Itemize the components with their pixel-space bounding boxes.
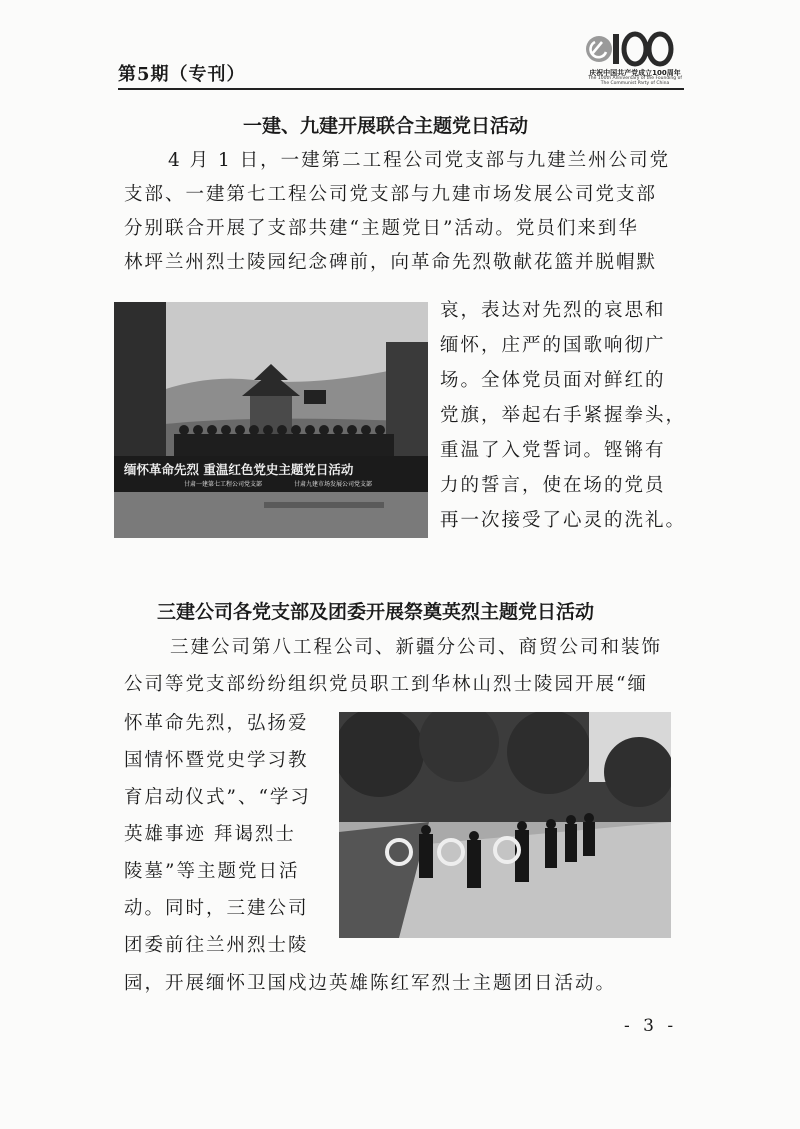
article2-line: 英雄事迹 拜谒烈士 <box>124 824 296 845</box>
article1-line: 支部、一建第七工程公司党支部与九建市场发展公司党支部 <box>124 184 658 205</box>
article2-line: 园，开展缅怀卫国戍边英雄陈红军烈士主题团日活动。 <box>124 973 617 994</box>
header-rule <box>118 88 684 90</box>
article2-line: 动。同时，三建公司 <box>124 898 309 919</box>
photo-banner-sub-right: 甘肃九建市场发展公司党支部 <box>294 481 373 488</box>
cemetery-procession-photo-image <box>339 712 671 938</box>
article1-line: 分别联合开展了支部共建“主题党日”活动。党员们来到华 <box>124 218 639 239</box>
photo-banner-sub-left: 甘肃一建第七工程公司党支部 <box>184 481 263 488</box>
cemetery-procession-photo <box>339 712 671 938</box>
photo-banner-title: 缅怀革命先烈 重温红色党史主题党日活动 <box>124 462 354 477</box>
article1-line: 重温了入党誓词。铿锵有 <box>440 440 666 461</box>
article1-line: 哀，表达对先烈的哀思和 <box>440 300 666 321</box>
logo-caption <box>585 70 685 87</box>
article1-line: 党旗，举起右手紧握拳头， <box>440 405 687 426</box>
article1-line: 林坪兰州烈士陵园纪念碑前，向革命先烈敬献花篮并脱帽默 <box>124 252 658 273</box>
article2-line: 陵墓”等主题党日活 <box>124 861 300 882</box>
logo-caption-en: The 100th Anniversary of the Founding of The Communist Party of China <box>588 76 682 87</box>
centenary-logo <box>585 30 685 90</box>
memorial-group-photo <box>114 302 428 538</box>
article1-line: 场。全体党员面对鲜红的 <box>440 370 666 391</box>
memorial-group-photo-image <box>114 302 428 538</box>
issue-label: 第5期（专刊） <box>118 64 246 85</box>
article1-line: 缅怀，庄严的国歌响彻广 <box>440 335 666 356</box>
article1-line: 再一次接受了心灵的洗礼。 <box>440 510 687 531</box>
article2-line: 三建公司第八工程公司、新疆分公司、商贸公司和装饰 <box>170 637 663 658</box>
article2-line: 国情怀暨党史学习教 <box>124 750 309 771</box>
logo-caption-zh: 庆祝中国共产党成立100周年 <box>589 69 681 77</box>
article2-line: 团委前往兰州烈士陵 <box>124 935 309 956</box>
article1-line: 4 月 1 日，一建第二工程公司党支部与九建兰州公司党 <box>168 150 671 171</box>
photo-banner <box>114 456 428 492</box>
page-number: - 3 - <box>624 1016 678 1036</box>
article2-line: 怀革命先烈，弘扬爱 <box>124 713 309 734</box>
centenary-100-emblem <box>585 30 677 68</box>
article1-title: 一建、九建开展联合主题党日活动 <box>243 115 529 137</box>
article2-line: 育启动仪式”、“学习 <box>124 787 311 808</box>
article1-line: 力的誓言，使在场的党员 <box>440 475 666 496</box>
article2-line: 公司等党支部纷纷组织党员职工到华林山烈士陵园开展“缅 <box>124 674 648 695</box>
article2-title: 三建公司各党支部及团委开展祭奠英烈主题党日活动 <box>157 601 595 623</box>
